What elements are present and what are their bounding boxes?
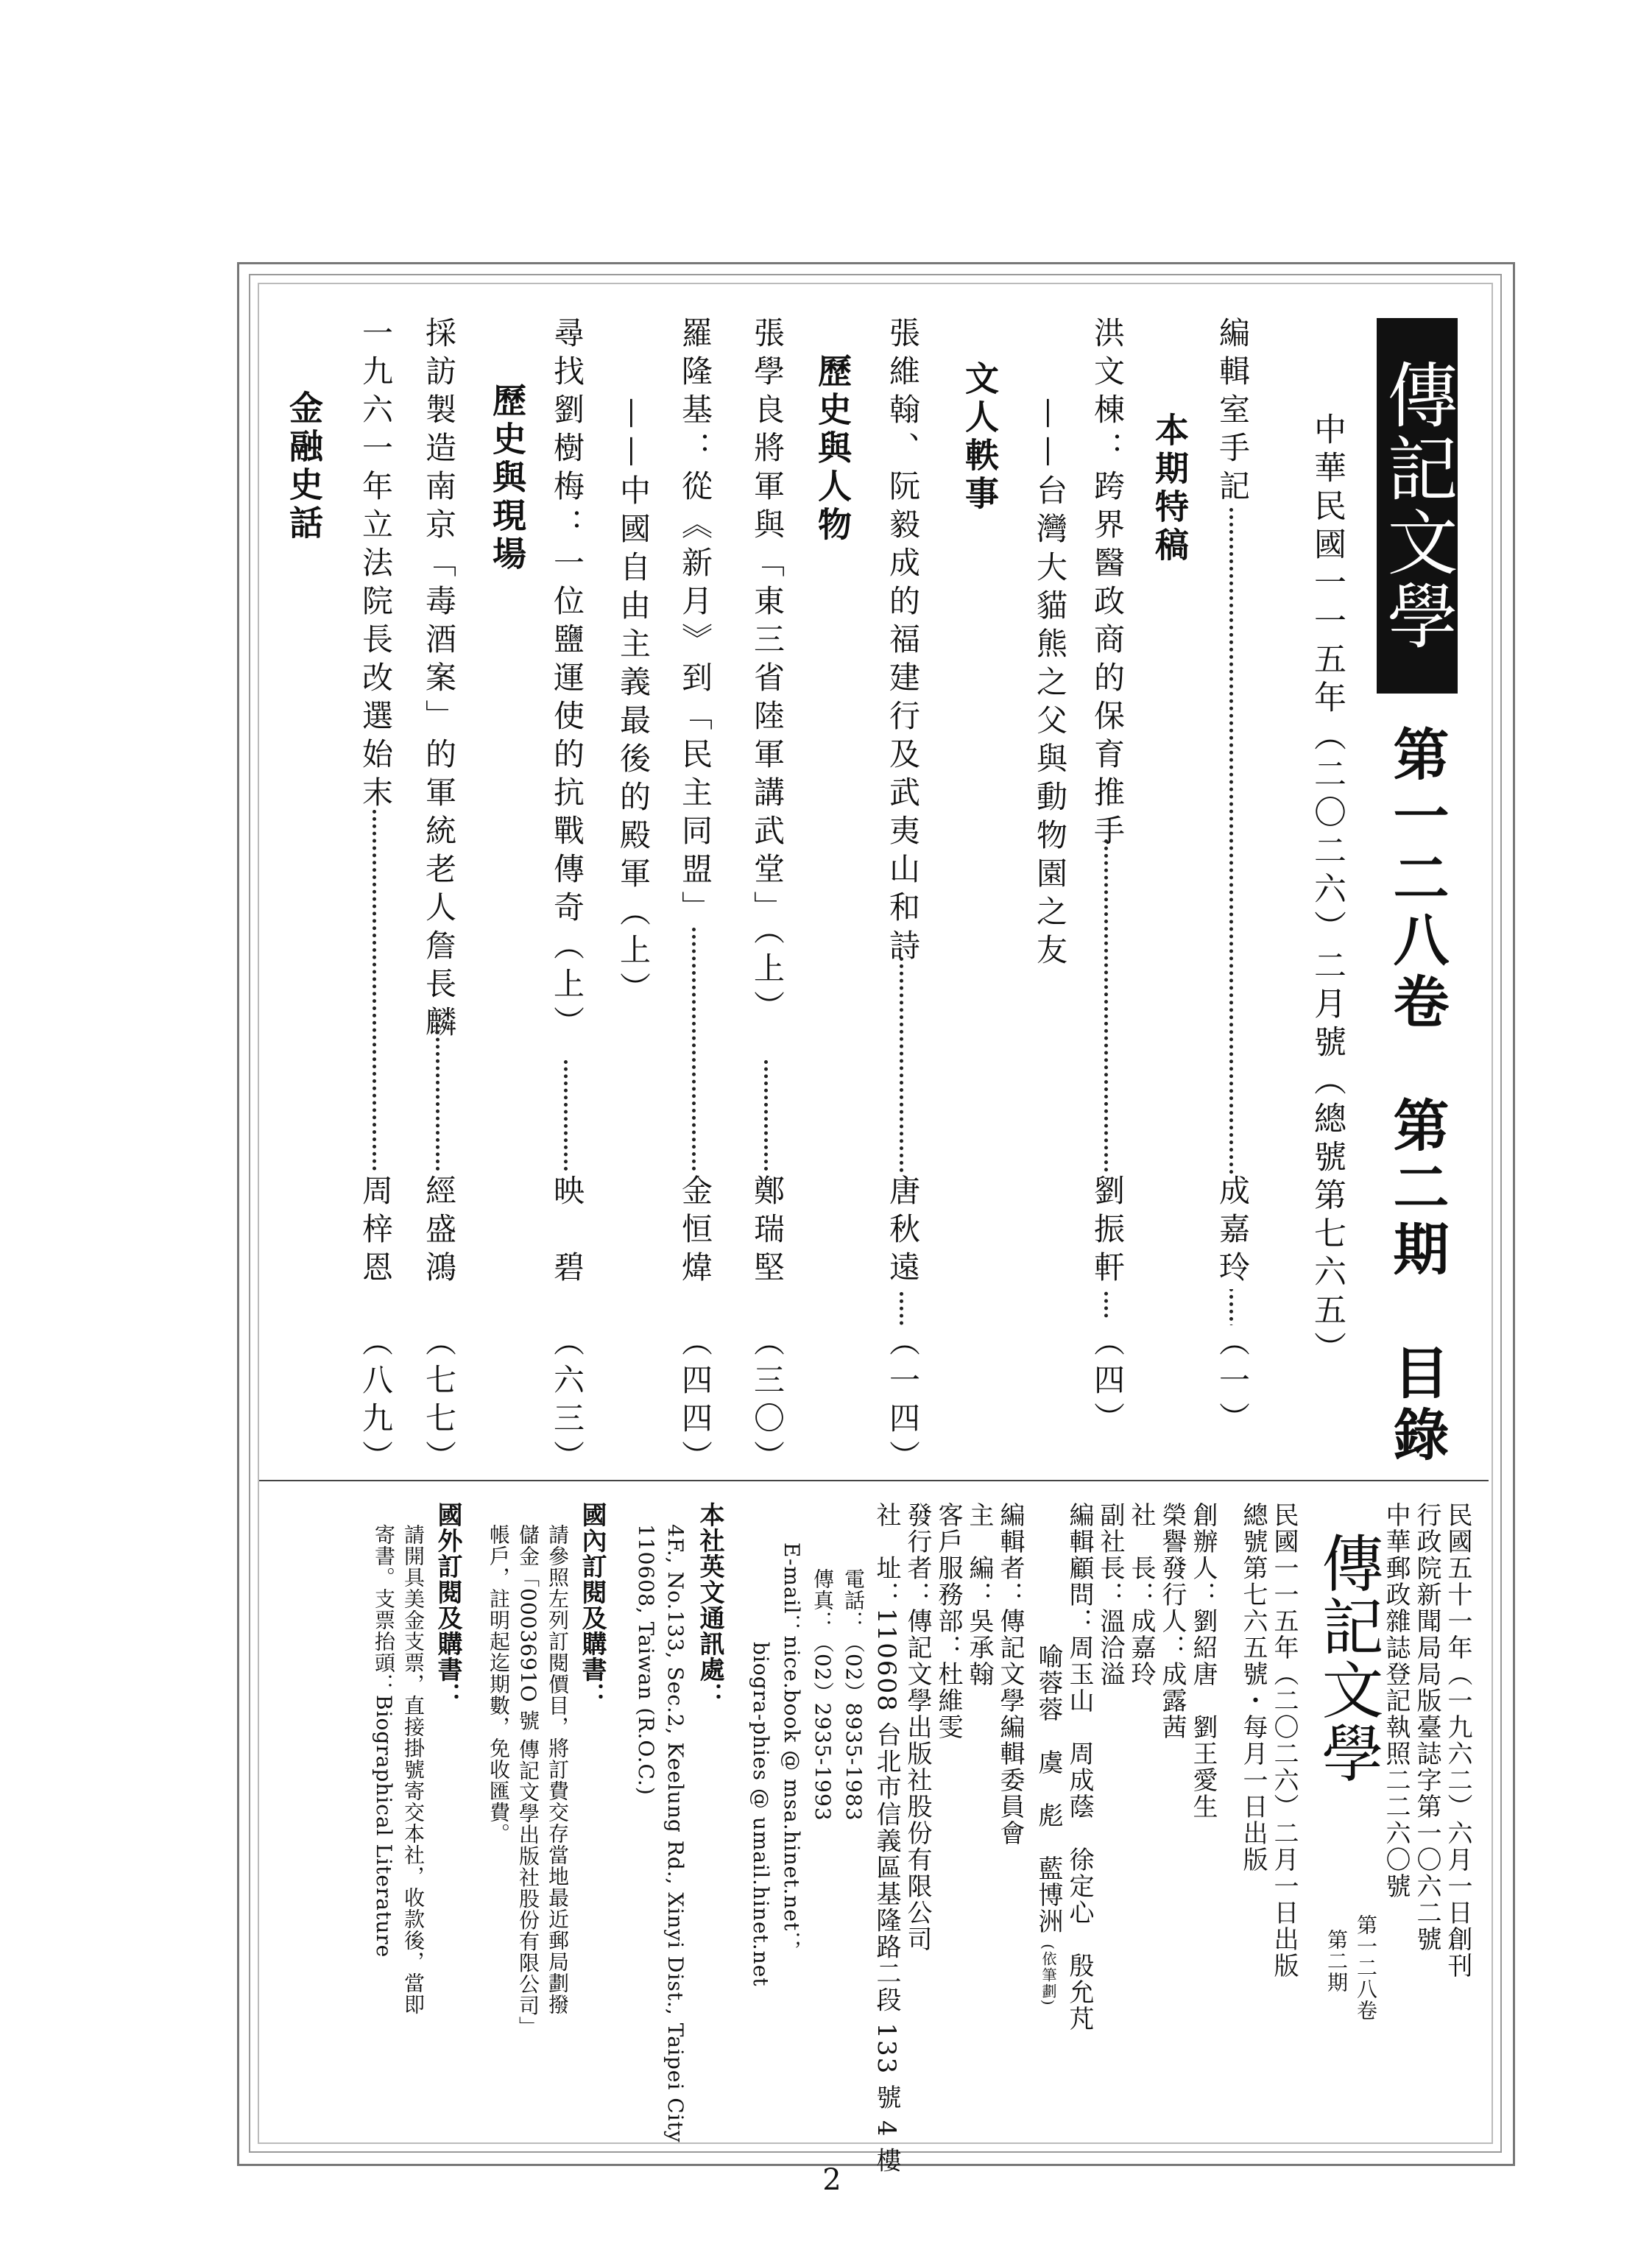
toc-entry-subtitle: ——中國自由主義最後的殿軍（上） — [615, 398, 652, 1010]
toc-entry-author: 金恒煒 — [677, 1174, 713, 1289]
issue-number: 第二期 — [1384, 1096, 1450, 1282]
domestic-subscription-heading: 國內訂閱及購書： — [577, 1502, 607, 1708]
toc-entry-title: 洪文棟：跨界醫政商的保育推手 — [1090, 317, 1126, 853]
foreign-subscription-line1: 請開具美金支票，直接掛號寄交本社，收款後，當即 — [401, 1524, 426, 2015]
address: 社 址：110608 台北市信義區基隆路二段 133 號 4 樓 — [872, 1502, 901, 2174]
president: 社 長：成嘉玲 — [1126, 1502, 1156, 1687]
serial-number: 總號第七六五號・每月一日出版 — [1238, 1502, 1268, 1873]
customer-service: 客戶服務部：杜維雯 — [933, 1502, 963, 1740]
toc-entry-author: 鄭瑞堅 — [749, 1174, 786, 1289]
license-number: 行政院新聞局局版臺誌字第一〇六二號 — [1412, 1502, 1441, 1953]
section-heading-history-scene: 歷史與現場 — [487, 383, 527, 574]
toc-entry-author: 唐秋遠 — [885, 1174, 921, 1289]
toc-entry-author: 成嘉玲 — [1215, 1174, 1251, 1289]
toc-entry-author: 周梓恩 — [358, 1174, 394, 1289]
toc-entry-title: 張學良將軍與「東三省陸軍講武堂」（上） — [749, 317, 786, 1029]
toc-entry-luo-longji[interactable] — [676, 317, 713, 1478]
email[interactable]: E-mail：nice.book @ msa.hinet.net； — [780, 1542, 804, 1953]
toc-entry-page: （八九） — [358, 1325, 394, 1478]
toc-entry-zhang-weihan[interactable] — [883, 317, 921, 1478]
telephone: 電話：（02）8935-1983 — [841, 1568, 866, 1821]
toc-entry-author: 映 碧 — [549, 1174, 585, 1289]
english-address: 4F., No.133, Sec.2, Keelung Rd., Xinyi Dist., Taipei City — [663, 1524, 688, 2143]
english-address-heading: 本社英文通訊處： — [695, 1502, 724, 1708]
toc-entry-page: （六三） — [549, 1325, 585, 1478]
page-number: 2 — [822, 2163, 841, 2197]
leader-dots — [692, 928, 713, 1171]
founded-date: 民國五十一年（一九六二）六月一日創刊 — [1443, 1502, 1472, 1979]
masthead-logo: 傳記文學 — [1312, 1531, 1384, 1785]
english-address-2: 110608, Taiwan (R.O.C.) — [634, 1524, 658, 1796]
issue-small: 第二期 — [1324, 1929, 1349, 1993]
toc-entry-title: 尋找劉樹梅：一位鹽運使的抗戰傳奇（上） — [549, 317, 585, 1044]
toc-entry-page: （四） — [1090, 1325, 1126, 1440]
section-divider — [259, 1480, 1489, 1481]
postal-license: 中華郵政雜誌登記執照二二六〇號 — [1381, 1502, 1411, 1900]
foreign-subscription-line2: 寄書。支票抬頭：Biographical Literature — [372, 1524, 396, 1958]
leader-dots — [564, 1060, 585, 1171]
toc-entry-title: 羅隆基：從《新月》到「民主同盟」 — [677, 317, 713, 929]
toc-entry-page: （一四） — [885, 1325, 921, 1478]
issue-date: 中華民國一一五年（二〇二六）二月號（總號第七六五） — [1308, 412, 1346, 1369]
editorial-advisors-cont — [1034, 1643, 1063, 2007]
publisher: 發行者：傳記文學出版社股份有限公司 — [903, 1502, 932, 1953]
honorary-publisher: 榮譽發行人：成露茜 — [1157, 1502, 1187, 1740]
domestic-subscription-line3: 帳戶，註明起迄期數，免收匯費。 — [487, 1524, 511, 1844]
toc-entry-title: 編輯室手記 — [1215, 317, 1251, 508]
contents-label: 目錄 — [1384, 1344, 1450, 1467]
toc-entry-hong[interactable] — [1088, 317, 1125, 1458]
journal-logo: 傳記文學 — [1377, 318, 1458, 694]
editors: 編輯者：傳記文學編輯委員會 — [995, 1502, 1025, 1846]
founders: 創辦人：劉紹唐 劉王愛生 — [1188, 1502, 1218, 1820]
section-heading-finance: 金融史話 — [284, 390, 324, 543]
volume-number: 第一二八卷 — [1384, 725, 1450, 1034]
volume-title — [1377, 725, 1457, 1467]
vice-president: 副社長：溫洽溢 — [1095, 1502, 1125, 1687]
chief-editor: 主 編：吳承翰 — [964, 1502, 994, 1687]
section-heading-special: 本期特稿 — [1150, 412, 1190, 565]
toc-entry-page: （一） — [1215, 1325, 1251, 1440]
domestic-subscription-line2: 儲金「0003691O 號 傳記文學出版社股份有限公司」 — [516, 1524, 540, 2038]
toc-entry-legislative-yuan[interactable] — [356, 317, 394, 1478]
toc-entry-zhan-changlin[interactable] — [420, 317, 457, 1478]
section-heading-history-people: 歷史與人物 — [813, 353, 853, 545]
toc-entry-page: （三〇） — [749, 1325, 786, 1478]
toc-entry-liu-shumei[interactable] — [548, 317, 585, 1478]
toc-entry-page: （四四） — [677, 1325, 713, 1478]
fax: 傳真：（02）2935-1993 — [811, 1568, 835, 1821]
toc-entry-title: 一九六一年立法院長改選始末 — [358, 317, 394, 814]
section-heading-literati: 文人軼事 — [960, 361, 1000, 514]
toc-entry-author: 經盛鴻 — [421, 1174, 457, 1289]
editorial-advisors: 編輯顧問：周玉山 周成蔭 徐定心 殷允芃 — [1065, 1502, 1094, 2032]
advisors-note: (依筆劃) — [1039, 1944, 1057, 2007]
foreign-subscription-heading: 國外訂閱及購書： — [433, 1502, 462, 1708]
advisors-names: 喻蓉蓉 虞 彪 藍博洲 — [1034, 1643, 1063, 1935]
toc-entry-editor-note[interactable] — [1213, 317, 1250, 1458]
toc-entry-title: 採訪製造南京「毒酒案」的軍統老人詹長麟 — [421, 317, 457, 1044]
toc-entry-title: 張維翰、阮毅成的福建行及武夷山和詩 — [885, 317, 921, 967]
toc-entry-page: （七七） — [421, 1325, 457, 1478]
leader-dots — [764, 1060, 785, 1171]
leader-dots — [373, 810, 393, 1171]
domestic-subscription-line1: 請參照左列訂閱價目，將訂費交存當地最近郵局劃撥 — [546, 1524, 570, 2015]
toc-entry-author: 劉振軒 — [1090, 1174, 1126, 1289]
email-2[interactable]: biogra-phies @ umail.hinet.net — [749, 1642, 773, 1987]
volume-small: 第一二八卷 — [1354, 1914, 1378, 2021]
publication-date: 民國一一五年（二〇二六）二月一日出版 — [1269, 1502, 1299, 1979]
toc-entry-subtitle: ——台灣大貓熊之父與動物園之友 — [1032, 398, 1068, 972]
toc-entry-zhang-xueliang[interactable] — [748, 317, 786, 1478]
leader-dots — [436, 1023, 456, 1171]
